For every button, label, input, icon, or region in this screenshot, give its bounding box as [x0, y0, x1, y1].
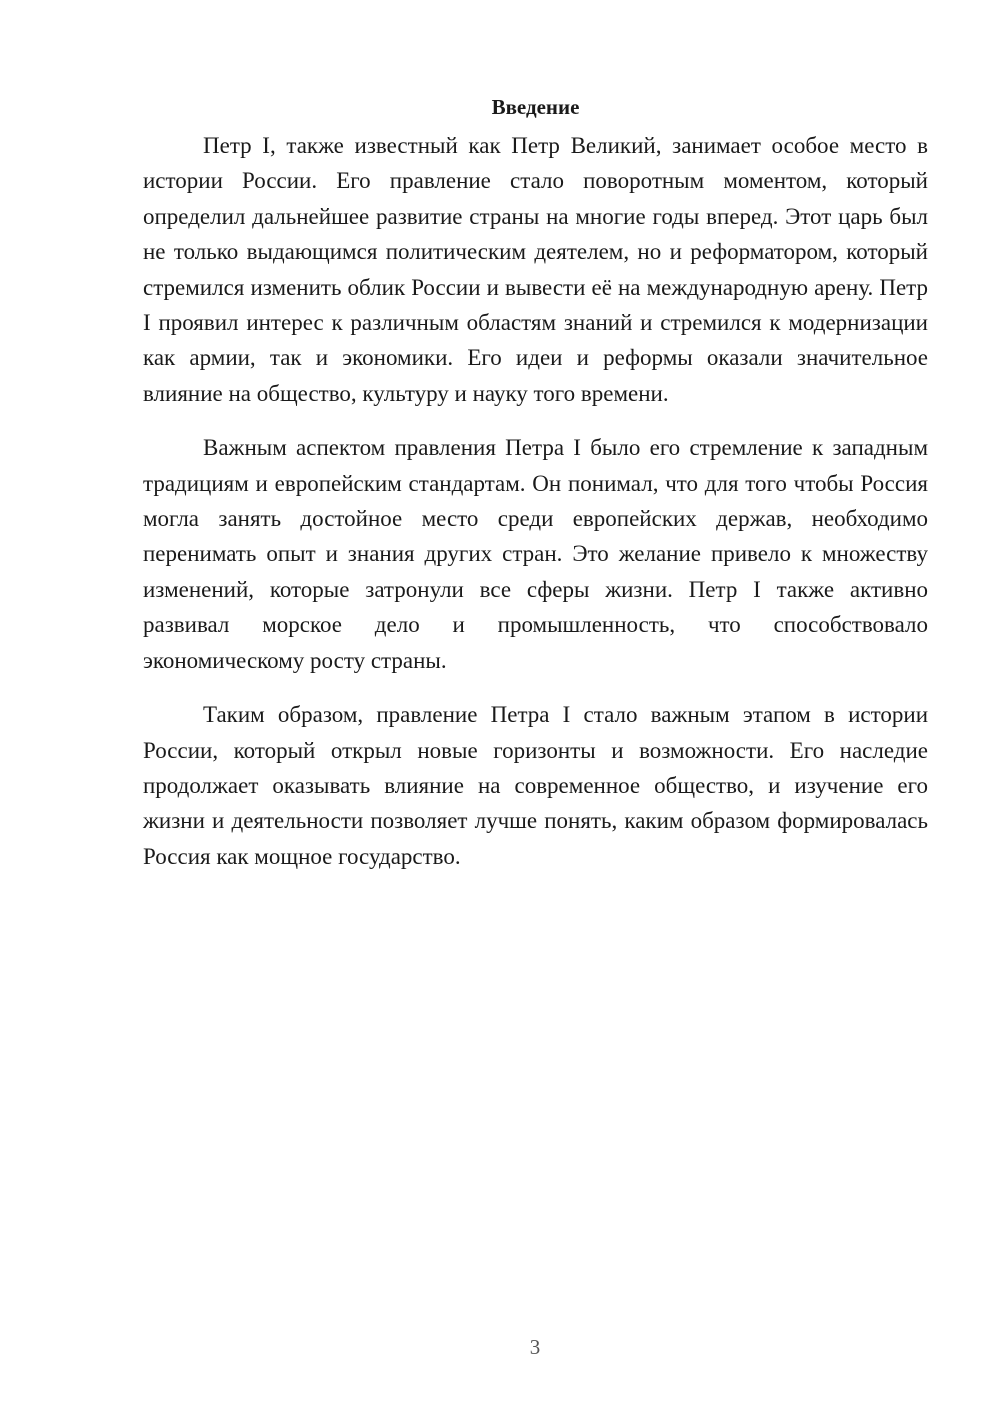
page-number: 3: [529, 1335, 541, 1359]
section-heading: Введение: [491, 95, 580, 119]
paragraph-1: Петр I, также известный как Петр Великий, занимает особое место в истории России. Его правление стало поворотным моментом, который определил дальнейшее развитие страны на многие годы вперед. Этот царь был не только выдающимся политическим деятелем, но и реформатором, который стремился изменить облик России и вывести её на международную арену. Петр I проявил интерес к различным областям знаний и стремился к модернизации как армии, так и экономики. Его идеи и реформы оказали значительное влияние на общество, культуру и науку того времени.: [143, 133, 928, 406]
page-content: [143, 92, 928, 874]
paragraph-2: Важным аспектом правления Петра I было его стремление к западным традициям и европейским стандартам. Он понимал, что для того чтобы Россия могла занять достойное место среди европейских держав, необходимо перенимать опыт и знания других стран. Это желание привело к множеству изменений, которые затронули все сферы жизни. Петр I также активно развивал морское дело и промышленность, что способствовало экономическому росту страны.: [143, 435, 928, 673]
paragraph-3: Таким образом, правление Петра I стало важным этапом в истории России, который открыл новые горизонты и возможности. Его наследие продолжает оказывать влияние на современное общество, и изучение его жизни и деятельности позволяет лучше понять, каким образом формировалась Россия как мощное государство.: [143, 702, 928, 869]
